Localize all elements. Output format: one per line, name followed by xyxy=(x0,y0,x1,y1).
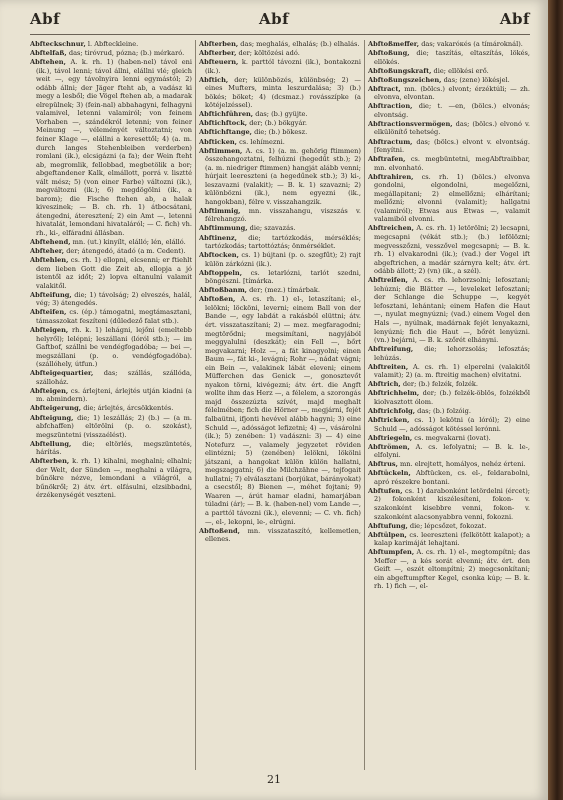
entry-headword: Abftellung, xyxy=(30,439,72,448)
entry-headword: Abftractionsvermögen, xyxy=(368,119,453,128)
column-2 xyxy=(199,40,361,770)
entry-headword: Abfteigen, xyxy=(30,386,69,395)
entry-definition: das; szállás, szállóda, szálloház. xyxy=(36,369,192,386)
dictionary-entry xyxy=(30,369,192,386)
entry-definition: mn. visszahangu, viszszás v. félrehangzó. xyxy=(205,206,361,224)
entry-headword: Abfterber, xyxy=(199,49,237,58)
entry-definition: die; taszítás, eltaszítás, lökés, ellökés. xyxy=(374,49,530,66)
entry-definition: cs. 1) lekötni (a lóról); 2) eine Schuld —, adósságot kötéssel lerónni. xyxy=(374,416,530,433)
entry-headword: Abftricken, xyxy=(368,416,410,425)
entry-definition: A. cs. rh. 1) elperelni (valakitől valamit); 2) (a. m. ftreitig machen) elvitatni. xyxy=(374,362,530,380)
entry-definition: k. parttól távozni (ik.), bontakozni (ik.). xyxy=(205,58,361,75)
dictionary-entry xyxy=(368,416,530,433)
entry-headword: Abftoßbanm, xyxy=(199,286,247,295)
entry-headword: Abftoßend, xyxy=(199,526,240,535)
entry-headword: Abftoßungszeichen, xyxy=(368,75,442,84)
entry-headword: Abftimmig, xyxy=(199,206,241,215)
dictionary-entry xyxy=(30,308,192,325)
dictionary-entry xyxy=(199,207,361,224)
entry-headword: Abftumpfen, xyxy=(368,548,415,557)
dictionary-entry xyxy=(368,522,530,531)
entry-headword: Abftrus, xyxy=(368,460,398,469)
entry-headword: Abftoßen, xyxy=(199,295,236,304)
entry-definition: cs. letarlózni, tarlót szedni, böngészni. [tímárka. xyxy=(205,268,361,286)
entry-definition: das; tiróvrud, pózna; (b.) mérkaró. xyxy=(68,49,185,58)
entry-headword: Abftichftock, xyxy=(199,119,248,128)
dictionary-entry xyxy=(30,256,192,290)
entry-definition: mn. (bölcs.) elvont; érzéktúli; — zh. elvonva, elvontan. xyxy=(374,84,530,102)
dictionary-entry xyxy=(199,76,361,110)
entry-definition: cs. megvakarni (lovat). xyxy=(414,433,491,442)
entry-definition: die; lehorzsolás; lefosztás; lehúzás. xyxy=(374,345,530,362)
header-left: Abf xyxy=(30,10,61,28)
entry-headword: Abftractum, xyxy=(368,137,413,146)
dictionary-entry xyxy=(30,291,192,308)
entry-headword: Abfteckschnur, xyxy=(30,40,86,48)
entry-definition: der; (b.) felzék, folzék. xyxy=(402,380,478,389)
entry-headword: Abfteigerung, xyxy=(30,404,82,413)
entry-headword: Abftrichhelm, xyxy=(368,389,420,398)
page-number: 21 xyxy=(267,773,281,786)
entry-headword: Abftocken, xyxy=(199,251,239,260)
entry-headword: Abftinenz, xyxy=(199,233,237,242)
dictionary-entry xyxy=(199,269,361,286)
dictionary-entry xyxy=(368,531,530,548)
dictionary-entry xyxy=(368,85,530,102)
entry-definition: rh. k. 1) lehágni, lejőni (emeltebb helyről); lelépni; leszállani (lóról stb.); — im Gaftbof, szállni be vendégfogadóba; — bei —, megszállani (p. o. vendégfogadóba). (szállóhely, útfun.) xyxy=(36,326,192,369)
header-right: Abf xyxy=(499,10,530,28)
dictionary-entry xyxy=(368,487,530,521)
column-divider xyxy=(364,40,365,770)
dictionary-entry xyxy=(30,457,192,500)
dictionary-entry xyxy=(199,128,361,137)
entry-definition: A. cs. rh. 1) el-, megtompítni; das Meffer —, a kés sorát elvenni; átv. ért. den Geift —, eszét eltompítni; 2) megcsonkítani; ein abgeftumpfter Kegel, csonka kúp; — B. k. rh. 1) fich —, el- xyxy=(374,548,530,591)
entry-headword: Abftreifung, xyxy=(368,345,414,354)
dictionary-entry xyxy=(30,49,192,58)
entry-headword: Abftrömen, xyxy=(368,442,410,451)
entry-headword: Abftriegeln, xyxy=(368,433,413,442)
entry-definition: cs. (ép.) támogatni, megtámasztani, támasszokat feszíteni (dűledező falat stb.). xyxy=(36,308,192,325)
entry-definition: A. cs. 1) (a. m. gehörig ftimmen) összehangoztatni, felhúzni (hegedűt stb.); 2) (a. m. niedriger ftimmen) hangját alább venni; húrjait leereszteni (a hegedűnek stb.); 3) ki-, leszavazni (valakit); — B. k. 1) szavazni; 2) különbözni (ik.), nem egyezni (ik., hangokban), félre v. visszahangzik. xyxy=(205,146,361,206)
entry-headword: Abftichführen, xyxy=(199,110,254,119)
entry-headword: Abftehend, xyxy=(30,238,71,247)
entry-definition: der; költözési adó. xyxy=(238,49,300,58)
entry-headword: Abfticken, xyxy=(199,137,237,146)
dictionary-entry xyxy=(30,40,192,49)
page-header xyxy=(30,8,530,35)
entry-headword: Abfteuern, xyxy=(199,58,239,67)
entry-headword: Abftufen, xyxy=(368,486,403,495)
dictionary-entry xyxy=(30,247,192,256)
entry-headword: Abftich, xyxy=(199,75,229,84)
entry-headword: Abftract, xyxy=(368,84,401,93)
dictionary-entry xyxy=(368,138,530,155)
entry-definition: das; (bölcs.) elvont v. elvontság. [fenyítni. xyxy=(374,137,530,155)
entry-headword: Abftelfaß, xyxy=(30,49,67,58)
header-center: Abf xyxy=(259,10,290,28)
entry-headword: Abfteigung, xyxy=(30,413,74,422)
entry-headword: Abfteifen, xyxy=(30,308,67,317)
dictionary-entry xyxy=(368,469,530,486)
entry-definition: die; tartózkodás, mérséklés; tartózkodás; tartottóztás; önmérséklet. xyxy=(205,233,361,251)
entry-headword: Abftoßung, xyxy=(368,49,410,58)
entry-headword: Abfteifung, xyxy=(30,290,72,299)
entry-definition: die; lépcsőzet, fokozat. xyxy=(409,521,487,530)
dictionary-entry xyxy=(199,58,361,75)
column-3 xyxy=(368,40,530,770)
entry-headword: Abfteher, xyxy=(30,247,65,256)
dictionary-entry xyxy=(368,434,530,443)
dictionary-entry xyxy=(368,49,530,66)
dictionary-entry xyxy=(368,40,530,49)
entry-definition: der; (mez.) tímárbak. xyxy=(249,286,320,295)
dictionary-entry xyxy=(199,286,361,295)
dictionary-entry xyxy=(368,155,530,172)
entry-definition: der; különbözés, különbség; 2) — eines Mufters, minta leszurdalása; 3) (b.) bökés; böket; 4) (dcsmaz.) rovásszípke (a kötéjelzéssel). xyxy=(205,75,361,110)
entry-columns xyxy=(30,40,530,770)
entry-definition: das; (zene) lökésjel. xyxy=(443,75,510,84)
dictionary-entry xyxy=(199,527,361,544)
book-spine xyxy=(548,0,563,800)
entry-definition: A. cs. rh. 1) letörölni; 2) lecsapni, megcsapni (vékát stb.); (b.) lefölözni; megvesszőzni, vesszővel megcsapni; — B. k. rh. 1) elvakarodni (ik.); (vad.) der Vogel ift abgeftrichen, a madár szárnyra kelt; átv. ért. odább állott; 2) (vn) (ik., a szél). xyxy=(374,224,530,276)
entry-definition: cs. lehímezni. xyxy=(239,137,285,146)
column-divider xyxy=(195,40,196,770)
dictionary-entry xyxy=(368,67,530,76)
dictionary-entry xyxy=(30,58,192,237)
entry-definition: cs. leereszteni (felkötött kalapot); a kalap karimáját lehajtani. xyxy=(374,530,530,548)
entry-headword: Abftreifen, xyxy=(368,276,408,285)
entry-headword: Abftimmung, xyxy=(199,224,248,233)
dictionary-entry xyxy=(368,76,530,85)
dictionary-entry xyxy=(199,147,361,207)
dictionary-entry xyxy=(199,49,361,58)
entry-definition: mn. elrejtett, homályos, nehéz érteni. xyxy=(400,460,526,469)
dictionary-entry xyxy=(368,102,530,119)
dictionary-entry xyxy=(368,173,530,224)
dictionary-entry xyxy=(368,443,530,460)
entry-definition: der; (b.) bökgyár. xyxy=(249,119,307,128)
entry-headword: Abftraction, xyxy=(368,102,413,111)
entry-headword: Abftückeln, xyxy=(368,469,411,478)
dictionary-entry xyxy=(199,234,361,251)
entry-headword: Abftufung, xyxy=(368,521,408,530)
entry-definition: das; (bölcs.) elvonó v. elkülönítő tehetség. xyxy=(374,119,530,137)
entry-headword: Abfteigequartier, xyxy=(30,369,94,378)
entry-definition: der; (b.) felzék-öblös, folzékből kiolvasztott ólom. xyxy=(374,389,530,406)
dictionary-entry xyxy=(368,120,530,137)
entry-definition: A. cs. rh. lehorzsolni; lefosztani; lehúzni; die Blätter —, leveleket lefosztani; der Schlange die Schuppe —, kegyét lefosztani, lehántani; einem Hafen die Haut —, nyulat megnyúzni; (vad.) einem Vogel den Hals —, nyúlnak, madárnak fejét lenyakazni, lenyúzni; fich die Haut —, bőrét lenyúzni. (vn.) bejárni, — B. k. szőrét elhányni. xyxy=(374,276,530,345)
dictionary-entry xyxy=(368,389,530,406)
dictionary-entry xyxy=(368,380,530,389)
entry-definition: der; átengedó, átadó (a m. Cedent). xyxy=(66,247,186,256)
entry-headword: Abfterben, xyxy=(30,457,70,466)
entry-definition: mn. visszataszító, kellemetlen, ellenes. xyxy=(205,526,361,544)
entry-definition: das; (b.) folzóig. xyxy=(417,406,471,415)
dictionary-entry xyxy=(199,295,361,526)
dictionary-entry xyxy=(199,138,361,147)
dictionary-entry xyxy=(368,460,530,469)
dictionary-entry xyxy=(199,119,361,128)
entry-headword: Abftrichfolg, xyxy=(368,406,416,415)
entry-definition: A. cs. lefolyatni; — B. k. le-, elfolyni. xyxy=(374,442,530,460)
entry-definition: das; vakaróкés (a tímároknál). xyxy=(421,40,523,48)
entry-definition: k. rh. 1) kihalni, meghalni; elhalni; der Welt, der Sünden —, meghalni a világra, bűnökre nézve, lemondani a világról, a bűnökről; 2) átv. ért. elfásulni, elzsibbadni, érzékenységét veszteni. xyxy=(36,457,192,500)
entry-definition: cs. rh. 1) ellopni, elcsenni; er ftiehlt dem lieben Gott die Zeit ab, ellopja a jó istentől az időt; 2) lopva eltanulni valamit valakitől. xyxy=(36,256,192,290)
entry-headword: Abftimmen, xyxy=(199,146,243,155)
entry-headword: Abfterben, xyxy=(199,40,239,48)
dictionary-entry xyxy=(368,548,530,591)
dictionary-entry xyxy=(368,276,530,344)
dictionary-entry xyxy=(30,440,192,457)
entry-definition: die; árlejtés, árcsökkentés. xyxy=(83,404,174,413)
entry-definition: cs. árlejteni, árlejtés utján kiadni (a m. abmindern). xyxy=(36,386,192,404)
entry-definition: das; meghalás, elhalás; (b.) elhalás. xyxy=(240,40,360,48)
entry-headword: Abftoßmeffer, xyxy=(368,40,420,48)
entry-headword: Abftoßungskraft, xyxy=(368,66,432,75)
entry-definition: die; (b.) bökesz. xyxy=(254,128,308,137)
dictionary-entry xyxy=(368,345,530,362)
entry-definition: Abftücken, cs. el-, feldarabolni, apró részekre bontani. xyxy=(374,469,530,486)
entry-definition: die; szavazás. xyxy=(249,224,296,233)
dictionary-entry xyxy=(199,40,361,49)
dictionary-entry xyxy=(30,326,192,369)
column-1 xyxy=(30,40,192,770)
entry-definition: die; t. —en, (bölcs.) elvonás; elvontság. xyxy=(374,102,530,119)
dictionary-entry xyxy=(368,407,530,416)
entry-definition: die; 1) távolság; 2) elveszés, halál, vég; 3) átengedés. xyxy=(36,290,192,308)
dictionary-entry xyxy=(199,224,361,233)
entry-headword: Abftehen, xyxy=(30,58,66,67)
dictionary-entry xyxy=(368,224,530,275)
entry-definition: das; (b.) gyüjte. xyxy=(255,110,308,119)
dictionary-entry xyxy=(199,110,361,119)
entry-definition: cs. megbüntetni, megAbftraibbar, mn. elvonható. xyxy=(374,155,530,172)
entry-headword: Abftreichen, xyxy=(368,224,414,233)
entry-definition: l. Abfteckleine. xyxy=(87,40,139,48)
entry-definition: cs. 1) darabonként letördelni (ércet); 2) fokonként kiszélesíteni, fokon- v. szakonként kisebbre venni, fokon- v. szakonként alacsonyabbra venni, fokozni. xyxy=(374,486,530,521)
entry-headword: Abftrahiren, xyxy=(368,172,414,181)
entry-headword: Abftülpen, xyxy=(368,530,407,539)
entry-headword: Abftoppeln, xyxy=(199,268,243,277)
entry-definition: die; eltörlés, megszüntetés, hárítás. xyxy=(36,439,192,457)
dictionary-entry xyxy=(30,404,192,413)
dictionary-entry xyxy=(199,251,361,268)
entry-headword: Abftehlen, xyxy=(30,256,69,265)
entry-definition: die; 1) leszállás; 2) (b.) — (a m. abfchaffen) eltörölni (p. o. szokást), megszüntetni (visszaélést). xyxy=(36,413,192,439)
entry-headword: Abftrafen, xyxy=(368,155,406,164)
entry-definition: cs. rh. 1) (bölcs.) elvonva gondolni, elgondolni, megelőzni, megállapitani; 2) elmellőzni; elhárítani; mellőzni; elvonni (valamit); hallgatni (valamiról); Etwas aus Etwas —, valamit valamiból elvonni. xyxy=(374,172,530,224)
entry-definition: die; ellökési erő. xyxy=(433,66,489,75)
dictionary-entry xyxy=(30,414,192,440)
entry-headword: Abftichftange, xyxy=(199,128,252,137)
entry-definition: A. k. rh. 1) (haben-nel) távol eni (ik.), távol lenni; távol állni, elállni vlé; gleich weit —, egy távolnyira lenni egymástól; 2) odább állni; der Jäger fteht ab, a vadász ki megy a lesből; die Vögel ftehen ab, a madarak elrepülnek; 3) (fein-nal) abbahagyni, felhagyni valamivel, letenni valamiról; von feinem Vorhaben —, szándékról letenni; von feiner Meinung —, véleményét változtatni; von feiner Klage —, elállni a keresettől; 4) (a. m. durch langes Stehenbleiben verderben) romlani (ik.), elcsigázni (a fa); der Wein fteht ab, megromlik, fellobbad, megbetölik a bor; abgeftandener Kalk, elmállott, porrá v. lisztté vált mész; 5) (von einer Farbe) változni (ik.), megváltozni (ik.); 6) megdögölni (ik., a barom); die Fische ftehen ab, a halak kiveszinek; — B. ch. rh. 1) átbocsátani, átengedni, áteresztení; 2) ein Amt —, letenni hivatalát, lemondani hivataláról; — C. fich) vh. rh., ki-, elfáradni állásban. xyxy=(36,58,192,238)
dictionary-entry xyxy=(30,387,192,404)
entry-headword: Abftreiten, xyxy=(368,362,409,371)
dictionary-entry xyxy=(30,238,192,247)
entry-headword: Abfteigen, xyxy=(30,326,69,335)
entry-definition: mn. (ut.) kinyílt, elálló; lén, elálló. xyxy=(72,238,186,247)
entry-definition: cs. 1) bújtani (p. o. szegfűt); 2) rajt külön zárkózni (ik.). xyxy=(205,251,361,268)
entry-headword: Abftrich, xyxy=(368,380,401,389)
dictionary-entry xyxy=(368,363,530,380)
entry-definition: A. cs. rh. 1) el-, letaszítani; el-, lelökni; löcköni, leverni; einem Ball von der Bande —, egy labdát a rakásból elüttni; átv. ért. visszataszítani; 2) — mez. megfaragodni; megtörődni; megsimítani, nagyjából meggyalulni (deszkát); ein Fell —, bőrt megvakarni; Holz —, a fát kinagyolni; einen Baum —, fát ki-, levágni; Rohr —, nádat vágni; ein Bein —, valakinek lábát eleveni; einem Müfferchen das Genick —, gonosztevőt nyakon törni, kivégezni; átv. ért. die Angft wollte ihm das Herz —, a félelem, a szorongás majd összezúzta szívét, majd meghalt félelmében; fich die Hörner —, megjárni, fejét falbaütni, ifjonti hevével alább hagyni; 3) eine Schuld —, adósságot lefizetni; 4) —, vásárolni (ik.); 5) zenében: 1) vadászni: 3) — 4) eine Notefurz —, valamely jegyzetet röviden elintézni; 5) (zenében) lelökni, lökölni játszani, a hangokat külön külön hallatni, megszaggatni; 6) die Milchzähne —, tejfogait hullatni; 7) elválasztani (borjúkat, bárányokat) a csecstől; 8) Bienen —, méhet fojtani; 9) Waaren —, árút hamar eladni, hamarjában túladni (ár); — B. k. (haben-nel) vom Lande —, a parttól távozni (ik.), elevenni; — C. vh. fich) —, el-, lekopni, le-, elrúgni. xyxy=(205,295,361,526)
